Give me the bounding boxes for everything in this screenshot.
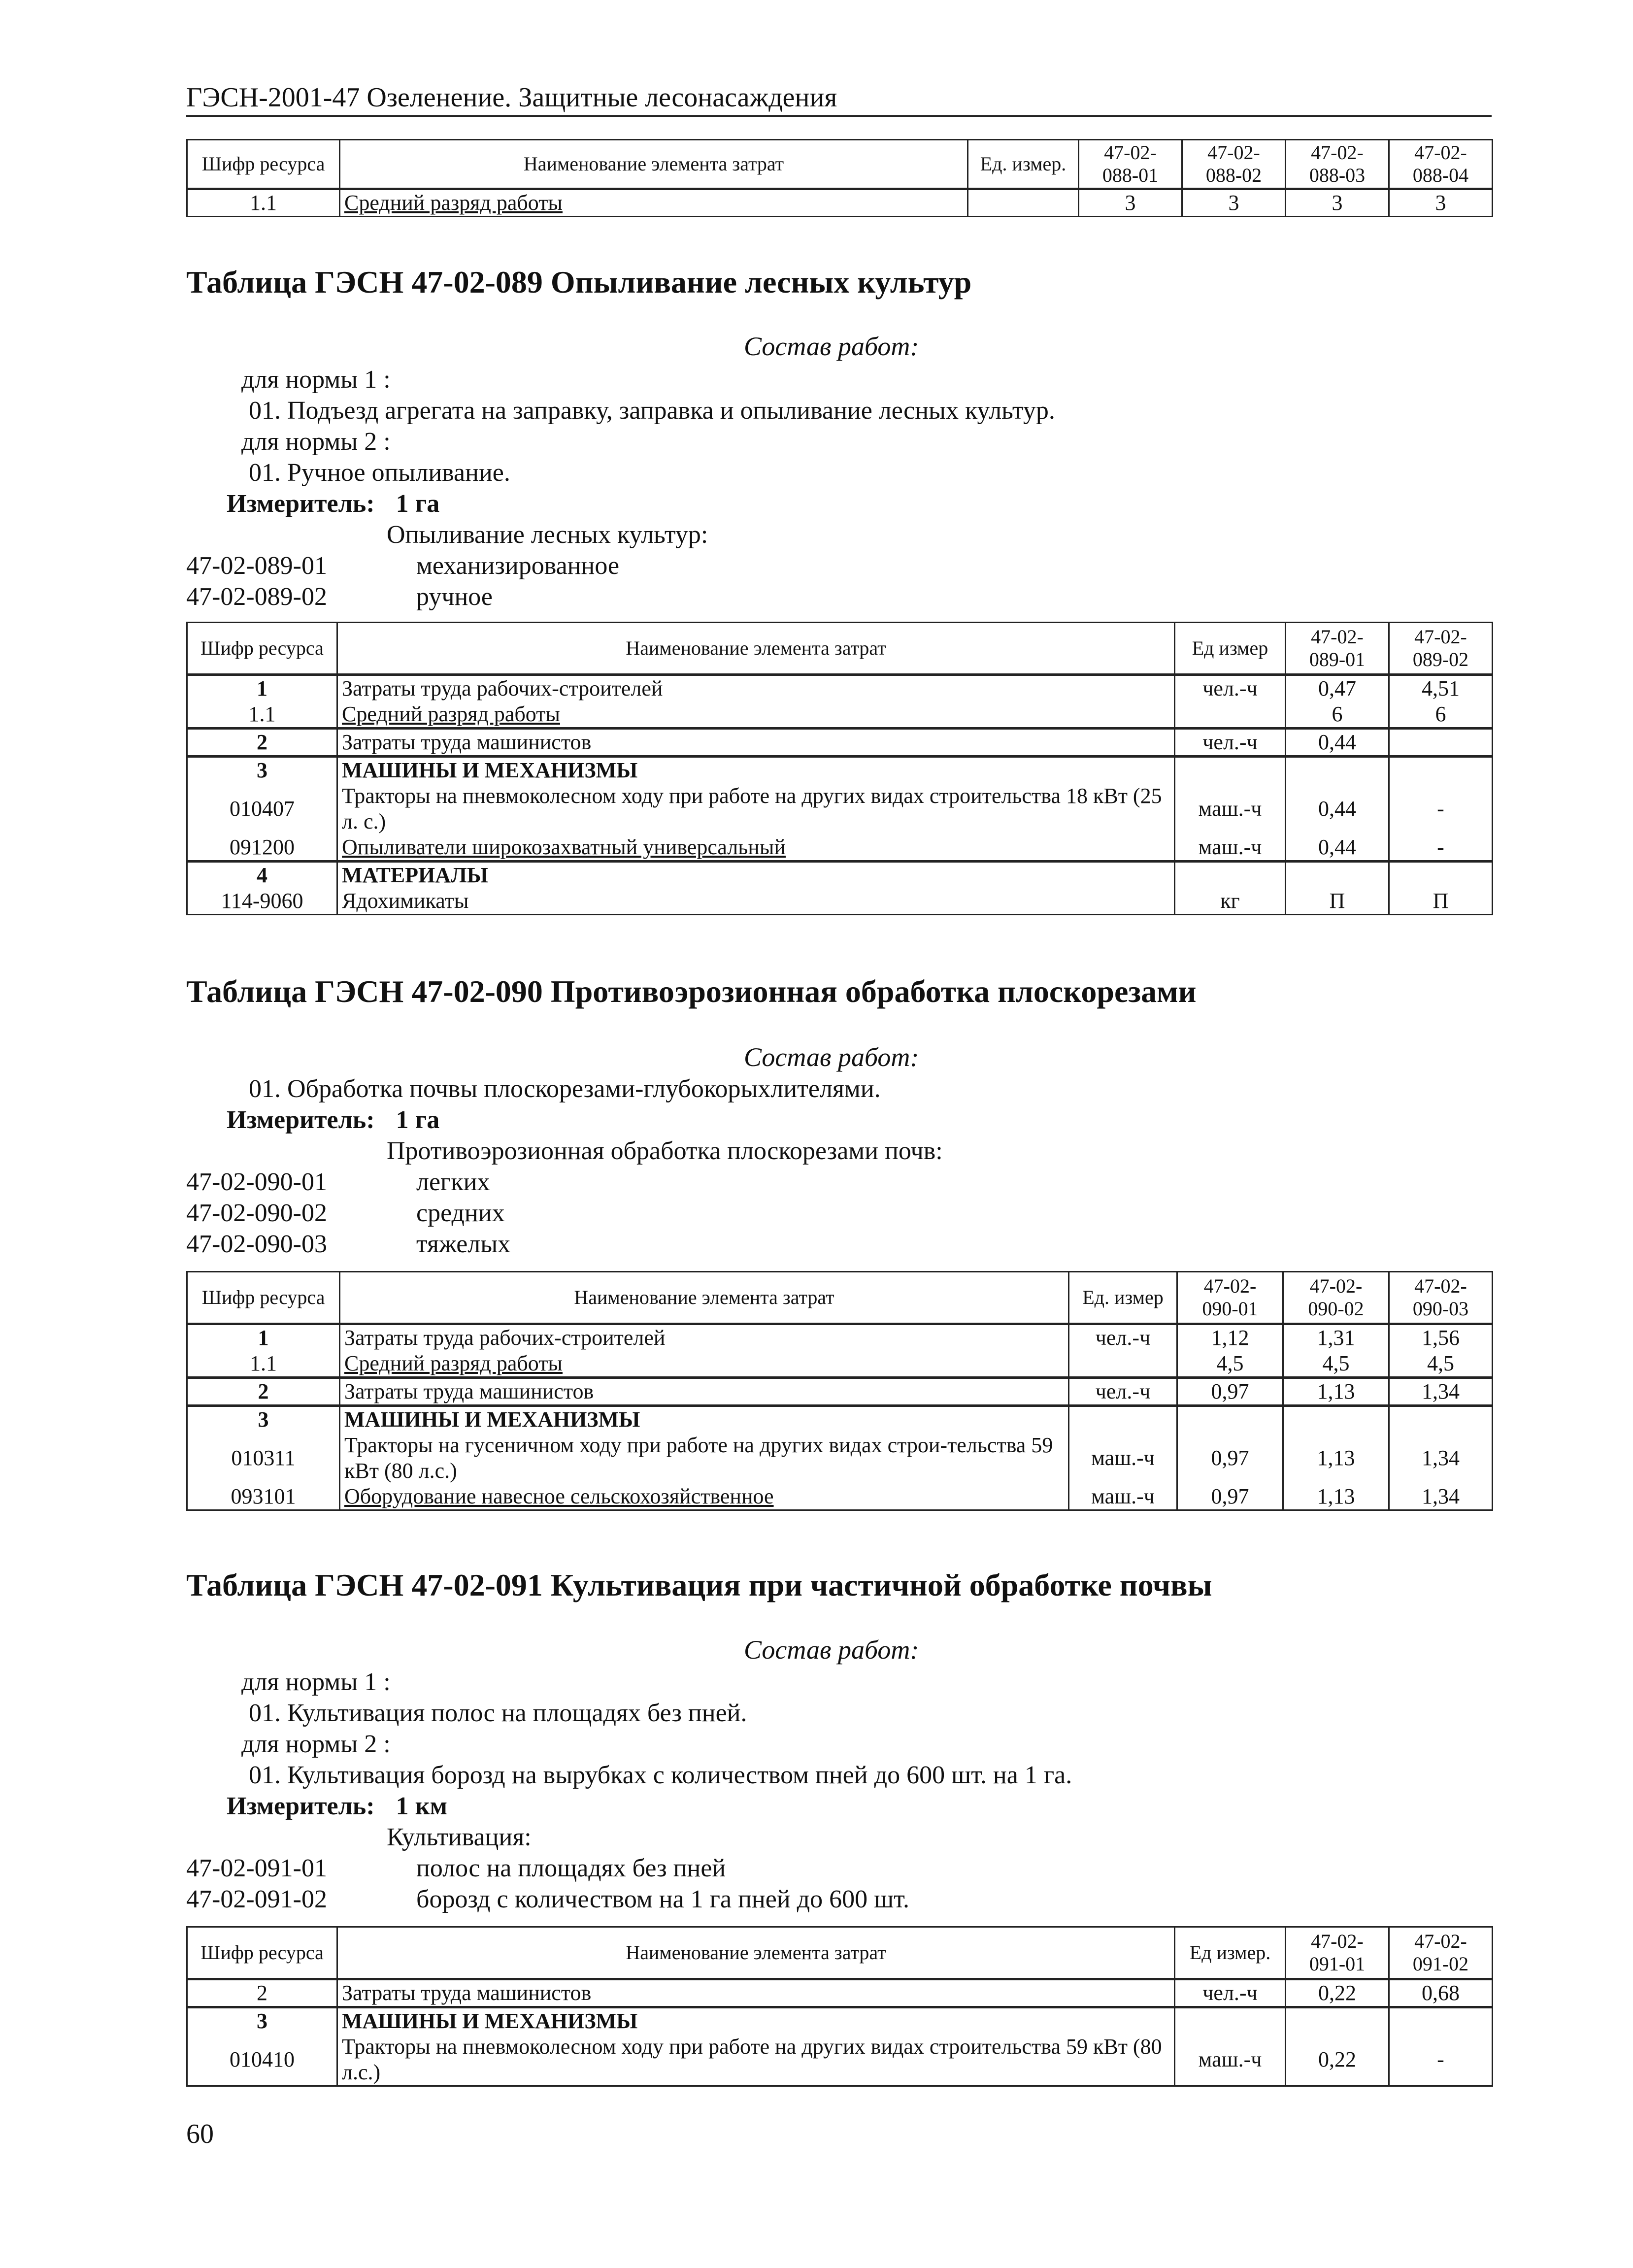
variant-label: ручное [416, 583, 493, 611]
work-line: для нормы 1 : [241, 1668, 391, 1696]
measure-label: Измеритель: [227, 1106, 375, 1134]
measure-value: 1 км [396, 1792, 447, 1820]
table-row: 1 Затраты труда рабочих-строителей чел.-ч 0,47 4,51 [187, 675, 1493, 702]
header-name: Наименование элемента затрат [340, 140, 968, 189]
table-row: 4 МАТЕРИАЛЫ [187, 862, 1493, 889]
table-row: 010410 Тракторы на пневмоколесном ходу при работе на других видах строительства 59 кВт (80 л.с.) маш.-ч 0,22 - [187, 2034, 1493, 2086]
variant-code: 47-02-090-01 [186, 1168, 327, 1196]
header-unit: Ед измер. [1175, 1927, 1286, 1979]
header-name: Наименование элемента затрат [340, 1272, 1069, 1324]
header-col: 47-02- 090-01 [1177, 1272, 1283, 1324]
measure-line [227, 489, 439, 519]
table-row: 1.1 Средний разряд работы 6 6 [187, 701, 1493, 729]
variant-label: механизированное [416, 552, 620, 580]
header-col: 47-02- 089-02 [1389, 623, 1493, 675]
header-code: Шифр ресурса [187, 623, 337, 675]
work-line: 01. Культивация борозд на вырубках с количеством пней до 600 шт. на 1 га. [249, 1761, 1072, 1789]
table-row: 091200 Опыливатели широкозахватный универсальный маш.-ч 0,44 - [187, 834, 1493, 862]
table-090 [186, 1271, 1493, 1511]
section-title-090: Таблица ГЭСН 47-02-090 Противоэрозионная обработка плоскорезами [186, 974, 1197, 1009]
table-088 [186, 139, 1493, 217]
table-row: 114-9060 Ядохимикаты кг П П [187, 888, 1493, 915]
variant-code: 47-02-091-01 [186, 1854, 327, 1882]
variant-code: 47-02-089-01 [186, 552, 327, 580]
variant-label: средних [416, 1199, 505, 1227]
variant-code: 47-02-091-02 [186, 1885, 327, 1913]
table-091 [186, 1926, 1493, 2087]
variant-code: 47-02-089-02 [186, 583, 327, 611]
table-089 [186, 622, 1493, 915]
table-row: 3 МАШИНЫ И МЕХАНИЗМЫ [187, 1406, 1493, 1433]
header-col: 47-02- 088-02 [1182, 140, 1286, 189]
composition-label: Состав работ: [744, 1635, 919, 1665]
table-row: 2 Затраты труда машинистов чел.-ч 0,22 0,68 [187, 1979, 1493, 2007]
work-line: для нормы 2 : [241, 1730, 391, 1758]
header-unit: Ед. измер [1069, 1272, 1177, 1324]
table-row: 1.1 Средний разряд работы 4,5 4,5 4,5 [187, 1351, 1493, 1378]
work-line: 01. Культивация полос на площадях без пней. [249, 1699, 747, 1727]
header-code: Шифр ресурса [187, 140, 340, 189]
page-number: 60 [186, 2119, 214, 2149]
measure-line [227, 1105, 439, 1135]
variant-label: легких [416, 1168, 490, 1196]
variant-label: полос на площадях без пней [416, 1854, 726, 1882]
variant-label: борозд с количеством на 1 га пней до 600 шт. [416, 1885, 909, 1913]
work-line: для нормы 1 : [241, 366, 391, 394]
composition-label: Состав работ: [744, 1042, 919, 1072]
section-title-091: Таблица ГЭСН 47-02-091 Культивация при частичной обработке почвы [186, 1568, 1212, 1602]
measure-label: Измеритель: [227, 1792, 375, 1820]
running-header: ГЭСН-2001-47 Озеленение. Защитные лесонасаждения [186, 83, 1492, 117]
work-line: 01. Подъезд агрегата на заправку, заправка и опыливание лесных культур. [249, 397, 1055, 425]
header-col: 47-02- 088-01 [1079, 140, 1182, 189]
header-col: 47-02- 088-03 [1286, 140, 1389, 189]
header-col: 47-02- 091-01 [1286, 1927, 1389, 1979]
header-code: Шифр ресурса [187, 1927, 337, 1979]
table-row: 2 Затраты труда машинистов чел.-ч 0,44 [187, 729, 1493, 757]
measure-value: 1 га [396, 1106, 440, 1134]
header-unit: Ед измер [1175, 623, 1286, 675]
work-line: для нормы 2 : [241, 428, 391, 456]
table-row: 3 МАШИНЫ И МЕХАНИЗМЫ [187, 2007, 1493, 2035]
table-row: 1.1 Средний разряд работы 3 3 3 3 [187, 189, 1493, 217]
measure-label: Измеритель: [227, 490, 375, 518]
table-row: 1 Затраты труда рабочих-строителей чел.-ч 1,12 1,31 1,56 [187, 1324, 1493, 1351]
work-line: 01. Ручное опыливание. [249, 459, 510, 487]
table-row: 093101 Оборудование навесное сельскохозяйственное маш.-ч 0,97 1,13 1,34 [187, 1484, 1493, 1510]
variant-heading: Опыливание лесных культур: [387, 521, 708, 549]
header-col: 47-02- 089-01 [1286, 623, 1389, 675]
composition-label: Состав работ: [744, 332, 919, 361]
header-code: Шифр ресурса [187, 1272, 340, 1324]
table-row: 3 МАШИНЫ И МЕХАНИЗМЫ [187, 757, 1493, 784]
table-row: 010311 Тракторы на гусеничном ходу при работе на других видах строи-тельства 59 кВт (80 л.с.) маш.-ч 0,97 1,13 1,34 [187, 1433, 1493, 1484]
work-line: 01. Обработка почвы плоскорезами-глубокорыхлителями. [249, 1075, 881, 1103]
header-col: 47-02- 088-04 [1389, 140, 1493, 189]
measure-value: 1 га [396, 490, 440, 518]
header-name: Наименование элемента затрат [337, 1927, 1175, 1979]
table-row: 010407 Тракторы на пневмоколесном ходу при работе на других видах строительства 18 кВт (25 л. с.) маш.-ч 0,44 - [187, 783, 1493, 834]
section-title-089: Таблица ГЭСН 47-02-089 Опыливание лесных культур [186, 265, 972, 300]
header-col: 47-02- 090-03 [1389, 1272, 1493, 1324]
header-unit: Ед. измер. [968, 140, 1079, 189]
variant-heading: Противоэрозионная обработка плоскорезами почв: [387, 1137, 943, 1165]
measure-line [227, 1791, 447, 1822]
header-col: 47-02- 090-02 [1283, 1272, 1389, 1324]
variant-code: 47-02-090-02 [186, 1199, 327, 1227]
header-col: 47-02- 091-02 [1389, 1927, 1493, 1979]
table-row: 2 Затраты труда машинистов чел.-ч 0,97 1,13 1,34 [187, 1378, 1493, 1406]
variant-label: тяжелых [416, 1230, 511, 1258]
variant-heading: Культивация: [387, 1823, 532, 1851]
variant-code: 47-02-090-03 [186, 1230, 327, 1258]
header-name: Наименование элемента затрат [337, 623, 1175, 675]
